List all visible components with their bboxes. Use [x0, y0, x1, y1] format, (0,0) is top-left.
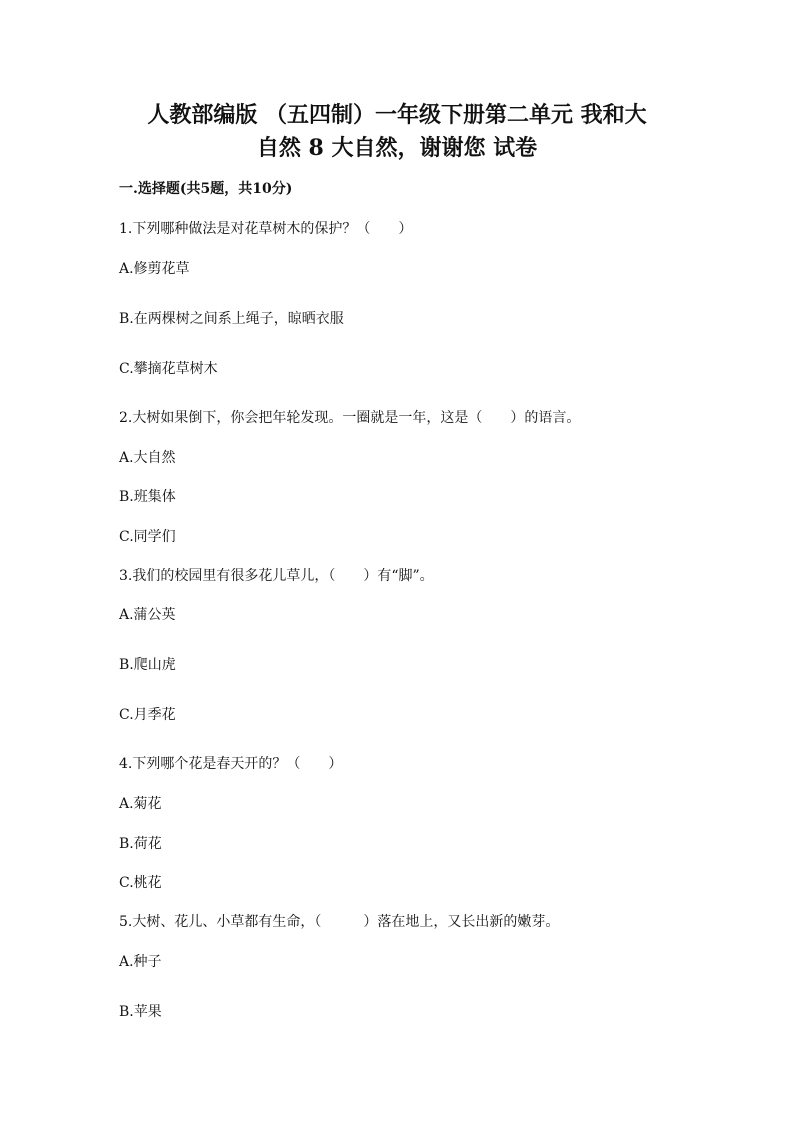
question-2-stem: 2.大树如果倒下，你会把年轮发现。一圈就是一年，这是（ ）的语言。	[119, 410, 581, 426]
section-heading: 一.选择题(共5题，共10分)	[119, 181, 293, 197]
question-1-stem: 1.下列哪种做法是对花草树木的保护？（ ）	[119, 221, 413, 237]
question-2-option-c: C.同学们	[119, 529, 176, 545]
document-title-line-2: 自然 8 大自然，谢谢您 试卷	[256, 135, 538, 161]
question-4-option-a: A.菊花	[119, 796, 162, 812]
question-5-option-a: A.种子	[119, 954, 162, 970]
question-2-option-b: B.班集体	[119, 489, 176, 505]
question-2-option-a: A.大自然	[119, 450, 176, 466]
question-4-option-c: C.桃花	[119, 875, 162, 891]
question-3-option-c: C.月季花	[119, 707, 176, 723]
question-5-option-b: B.苹果	[119, 1004, 162, 1020]
question-4-stem: 4.下列哪个花是春天开的？（ ）	[119, 756, 343, 772]
question-4-option-b: B.荷花	[119, 836, 162, 852]
question-3-option-a: A.蒲公英	[119, 607, 176, 623]
question-3-option-b: B.爬山虎	[119, 657, 176, 673]
question-5-stem: 5.大树、花儿、小草都有生命，（ ）落在地上，又长出新的嫩芽。	[119, 914, 560, 930]
question-1-option-a: A.修剪花草	[119, 261, 190, 277]
document-title-line-1: 人教部编版 （五四制）一年级下册第二单元 我和大	[147, 102, 647, 128]
question-1-option-c: C.攀摘花草树木	[119, 361, 218, 377]
question-1-option-b: B.在两棵树之间系上绳子，晾晒衣服	[119, 311, 344, 327]
question-3-stem: 3.我们的校园里有很多花儿草儿，（ ）有“脚”。	[119, 568, 434, 584]
